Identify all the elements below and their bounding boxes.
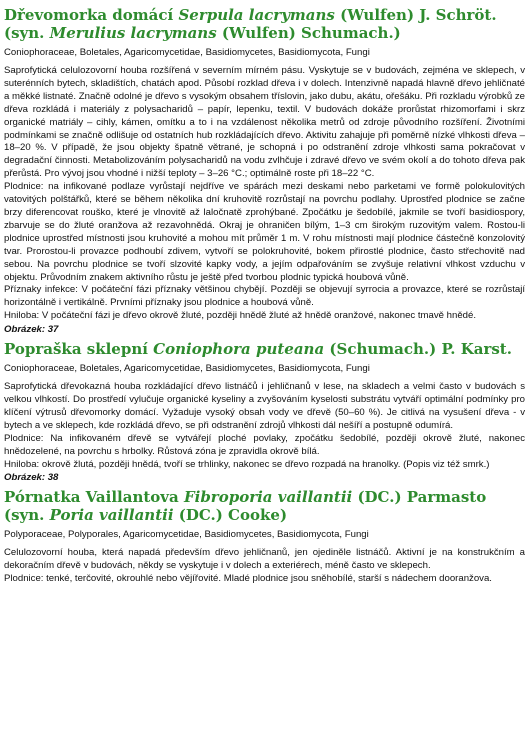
title-main: Popraška sklepní (4, 340, 154, 359)
description-paragraph: Saprofytická dřevokazná houba rozkládající dřevo listnáčů i jehličnanů v lese, na skladech a velmi často v budovách s velkou vlhkostí. Do prostředí vylučuje organické kyseliny a zvyšováním kyselosti substrátu vytváří optimální podmínky pro klíčení výtrusů dřevomorky domácí. Vyžaduje vysoký obsah vody ve dřevě (50–60 %). Je citlivá na vysušení dřeva - v bytech a ve sklepech, kde rozkládá dřevo, se při odstranění zdrojů vlhkosti dál nešíří a postupně odumírá. (4, 381, 525, 431)
rot-paragraph: Hniloba: V počáteční fázi je dřevo okrově žluté, později hnědě žluté až hnědě oranžové, nakonec tmavě hnědé. (4, 310, 476, 322)
entry-title (4, 488, 525, 524)
entry-fibroporia (4, 488, 525, 586)
title-synonym-latin: Merulius lacrymans (49, 24, 217, 42)
symptoms-paragraph: Příznaky infekce: V počáteční fázi příznaky většinou chybějí. Později se objevují syrrocia a provazce, které se rozrůstají horizontálně i vertikálně. Prvními příznaky jsou plodnice a houbová vůně. (4, 284, 525, 309)
title-synonym-author: (DC.) Cooke) (173, 506, 288, 525)
image-reference: Obrázek: 37 (4, 324, 59, 336)
title-main: Pórnatka Vaillantova (4, 488, 184, 507)
title-main: Dřevomorka domácí (4, 6, 179, 24)
title-author: (Schumach.) P. Karst. (324, 340, 512, 359)
title-latin: Serpula lacrymans (178, 6, 335, 24)
entry-title (4, 6, 525, 42)
image-reference: Obrázek: 38 (4, 472, 59, 484)
title-latin: Fibroporia vaillantii (183, 488, 353, 507)
taxonomy-line: Coniophoraceae, Boletales, Agaricomycetidae, Basidiomycetes, Basidiomycota, Fungi (4, 47, 370, 58)
entry-coniophora (4, 340, 525, 484)
title-author: (Wulfen) J. Schröt. (syn. (4, 6, 497, 42)
taxonomy-line: Polyporaceae, Polyporales, Agaricomycetidae, Basidiomycetes, Basidiomycota, Fungi (4, 529, 369, 541)
title-synonym-author: (Wulfen) Schumach.) (216, 24, 401, 42)
fruiting-body-paragraph: Plodnice: tenké, terčovité, okrouhlé nebo vějířovité. Mladé plodnice jsou sněhobílé, starší s nádechem dooranžova. (4, 573, 492, 585)
fruiting-body-paragraph: Plodnice: na infikované podlaze vyrůstají nejdříve ve spárách mezi deskami nebo parketami ve formě polokulovitých vatovitých polštářků, které se během několika dní kruhovitě rozrůstají na povrchu podlahy. Uprostřed plodnice se začne brzy diferencovat rouško, které je vlnovitě až laločnatě zprohýbané. Zpočátku je šedobílé, jakmile se tvoří basidiospory, zbarvuje se do žluté oranžova až rezavohnědá. Okraj je ohraničen bílým, 1–3 cm širokým ruzovitým valem. Rostou-li plodnice uprostřed místnosti jsou kruhovité a mohou mít průměr 1 m. V rohu místnosti mají plodnice částečně konzolovitý tvar. Prorostou-li provazce podhoubí zdivem, vytvoří se polokruhovité, bokem přirostlé plodnice, často střechovitě nad sebou. Na povrchu plodnice se tvoří slzovité kapky vody, a jejím odpařováním se zvyšuje relativní vlhkost vzduchu v objektu. Průvodním znakem aktivního růstu je ještě před tvorbou plodnic typická houbová vůně. (4, 181, 525, 283)
fruiting-body-paragraph: Plodnice: Na infikovaném dřevě se vytvářejí ploché povlaky, zpočátku šedobílé, později okrově žluté, nakonec hnědozelené, na povrchu s hrbolky. Růstová zóna je zpravidla okrově bílá. (4, 432, 525, 457)
rot-paragraph: Hniloba: okrově žlutá, později hnědá, tvoří se trhlinky, nakonec se dřevo rozpadá na hranolky. (Popis viz též smrk.) (4, 458, 490, 470)
entry-title (4, 340, 525, 358)
title-author: (DC.) Parmasto (syn. (4, 488, 487, 525)
description-paragraph: Saprofytická celulozovorní houba rozšířená v severním mírném pásu. Vyskytuje se v budovách, zejména ve sklepech, v suterénních bytech, skladištích, chatách apod. Působí rozklad dřeva i v dolech. Intenzivně napadá hlavně dřevo jehličnaté a měkké listnaté. Značně odolné je dřevo s vysokým obsahem tříslovin, jako dubu, akátu, ořešáku. Při rozkladu výrobků ze dřeva rozkládá i materiály z polysacharidů – papír, lepenku, textil. V budovách dokáže prorůstat rhizomorfami i skrz organické matriály – cihly, kámen, omítku a to i na vzdálenost několika metrů od zdroje původního rozšíření. Životními podmínkami se značně odlišuje od ostatních hub rozkládajících dřevo. Aktivitu zahajuje při poměrně nízké vlhkosti dřeva – 18–20 %. V případě, že jsou objekty špatně větrané, je schopná i po odstranění zdroje vlhkosti sama pokračovat v degradační činnosti. Metabolizováním polysacharidů na vodu zvlhčuje i zdravé dřevo ve svém okolí a do tohoto dřeva pak přerůstá. Pro vývoj jsou vhodné i nižší teploty – 3–26 °C.; optimálně roste při 18–22 °C. (4, 65, 525, 180)
title-synonym-latin: Poria vaillantii (49, 506, 174, 525)
title-latin: Coniophora puteana (153, 340, 325, 359)
taxonomy-line: Coniophoraceae, Boletales, Agaricomycetidae, Basidiomycetes, Basidiomycota, Fungi (4, 363, 370, 375)
description-paragraph: Celulozovorní houba, která napadá především dřevo jehličnanů, jen ojediněle listnáčů. Aktivní je na konstrukčním a dekoračním dřevě v budovách, někdy se vyskytuje i v dolech a exteriérech, méně často ve sklepech. (4, 547, 525, 572)
entry-serpula (4, 6, 525, 336)
